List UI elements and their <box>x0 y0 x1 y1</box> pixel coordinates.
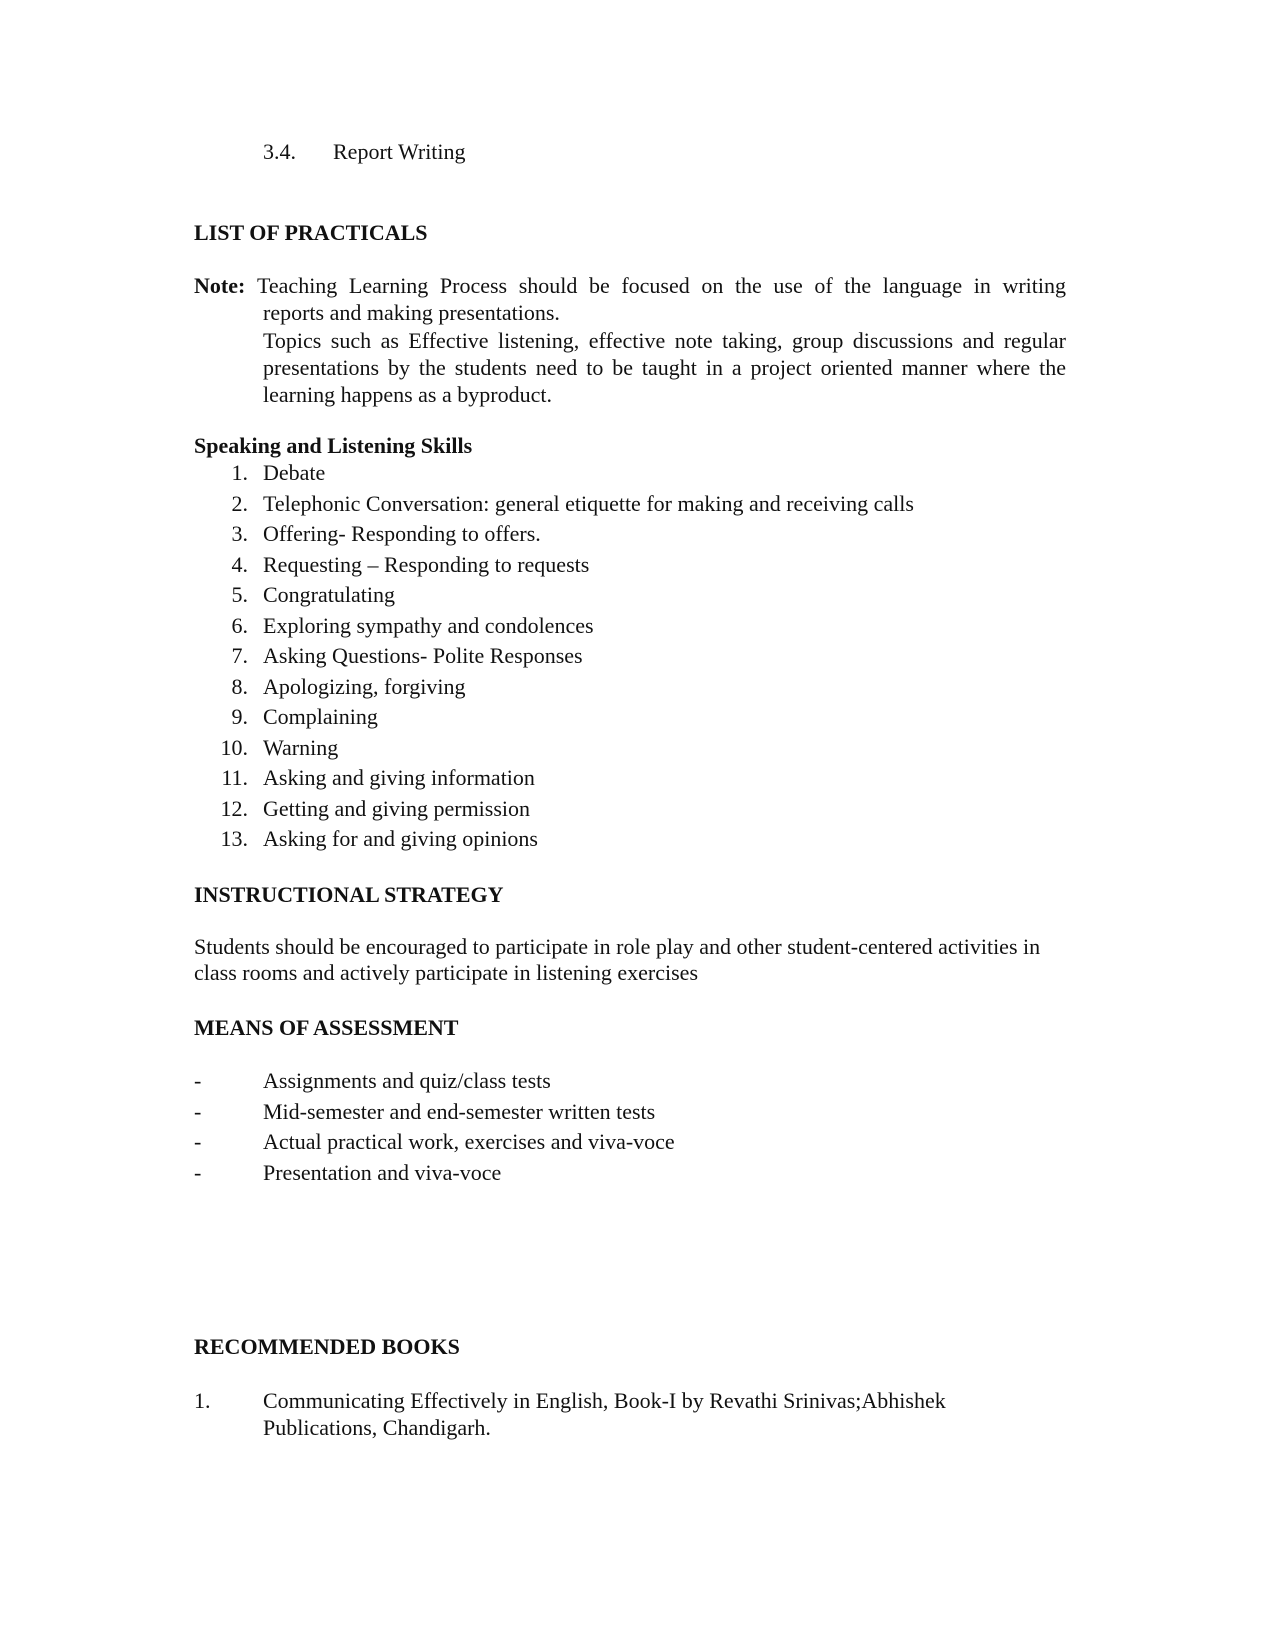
list-item: Presentation and viva-voce <box>263 1160 502 1185</box>
book-line-2: Publications, Chandigarh. <box>263 1415 491 1440</box>
list-item-number: 12. <box>220 796 248 821</box>
section-title: Report Writing <box>333 139 466 164</box>
bullet-dash: - <box>194 1099 202 1124</box>
note-line-2: reports and making presentations. <box>263 300 560 325</box>
list-item: Assignments and quiz/class tests <box>263 1068 551 1093</box>
list-item: Congratulating <box>263 582 395 607</box>
list-item-number: 3. <box>231 521 248 546</box>
list-item-number: 10. <box>220 735 248 760</box>
bullet-dash: - <box>194 1160 202 1185</box>
list-item-number: 1. <box>231 460 248 485</box>
list-item: Mid-semester and end-semester written tests <box>263 1099 656 1124</box>
list-item-number: 8. <box>231 674 248 699</box>
book-number: 1. <box>194 1388 211 1413</box>
list-item: Requesting – Responding to requests <box>263 552 590 577</box>
list-item: Complaining <box>263 704 378 729</box>
list-item: Actual practical work, exercises and viva-voce <box>263 1129 675 1154</box>
strategy-paragraph: Students should be encouraged to participate in role play and other student-centered activities in class rooms and actively participate in listening exercises <box>194 934 1041 985</box>
note-line-1: Teaching Learning Process should be focused on the use of the language in writing <box>257 273 1066 298</box>
section-number: 3.4. <box>263 139 296 164</box>
list-item-number: 6. <box>231 613 248 638</box>
list-item: Asking Questions- Polite Responses <box>263 643 583 668</box>
speaking-heading: Speaking and Listening Skills <box>194 433 473 458</box>
assessment-heading: MEANS OF ASSESSMENT <box>194 1015 459 1040</box>
list-item-number: 7. <box>231 643 248 668</box>
bullet-dash: - <box>194 1068 202 1093</box>
list-item-number: 9. <box>231 704 248 729</box>
list-item-number: 5. <box>231 582 248 607</box>
list-item: Warning <box>263 735 339 760</box>
list-item-number: 11. <box>221 765 248 790</box>
list-item: Asking and giving information <box>263 765 535 790</box>
list-item: Exploring sympathy and condolences <box>263 613 594 638</box>
list-item: Apologizing, forgiving <box>263 674 466 699</box>
list-item: Asking for and giving opinions <box>263 826 538 851</box>
bullet-dash: - <box>194 1129 202 1154</box>
list-item: Debate <box>263 460 326 485</box>
list-item: Telephonic Conversation: general etiquette for making and receiving calls <box>263 491 914 516</box>
book-line-1: Communicating Effectively in English, Book-I by Revathi Srinivas;Abhishek <box>263 1388 946 1413</box>
note-paragraph-2: Topics such as Effective listening, effective note taking, group discussions and regular presentations by the students need to be taught in a project oriented manner where the learning happens as a byproduct. <box>263 328 1066 407</box>
strategy-heading: INSTRUCTIONAL STRATEGY <box>194 882 504 907</box>
list-item: Getting and giving permission <box>263 796 531 821</box>
list-item-number: 2. <box>231 491 248 516</box>
list-item: Offering- Responding to offers. <box>263 521 541 546</box>
note-label: Note: <box>194 273 246 298</box>
list-item-number: 4. <box>231 552 248 577</box>
books-heading: RECOMMENDED BOOKS <box>194 1334 460 1359</box>
practicals-heading: LIST OF PRACTICALS <box>194 220 428 245</box>
list-item-number: 13. <box>220 826 248 851</box>
